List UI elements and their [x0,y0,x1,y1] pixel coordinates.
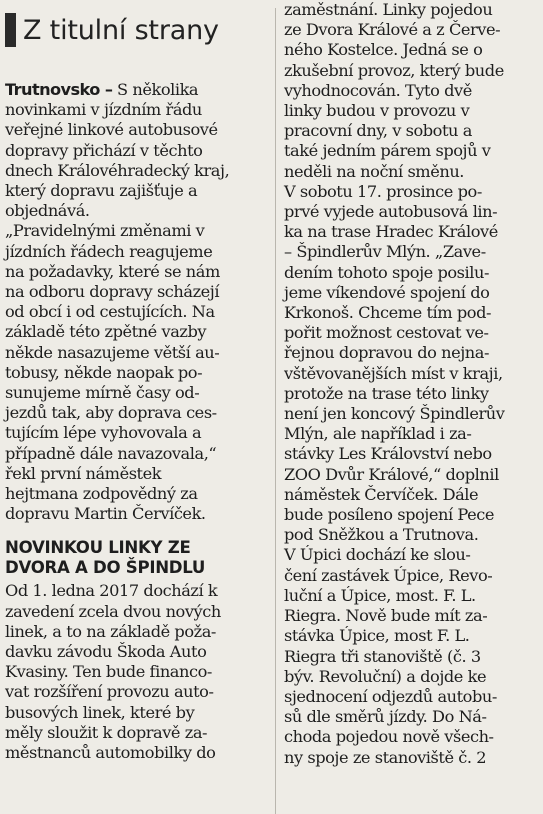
subheading: NOVINKOU LINKY ZE DVORA A DO ŠPINDLU [5,538,206,578]
right-paragraph-3: V Úpici dochází ke slou- čení zastávek Úpice, Revo- luční a Úpice, most. F. L. Riegra. Nově bude mít za- stávka Úpice, most F. L. Riegra tři stanoviště (č. 3 býv. Revoluční) a dojde ke sjednocení odjezdů autobu- sů dle směrů jízdy. Do Ná- choda pojedou nově všech- ny spoje ze stanoviště č. 2 [284,545,497,767]
lead-paragraph [5,80,272,221]
right-paragraph-1: zaměstnání. Linky pojedou ze Dvora Králové a z Červe- ného Kostelce. Jedná se o zkušební provoz, který bude vyhodnocován. Tyto dvě linky budou v provozu v pracovní dny, v sobotu a také jedním párem spojů v neděli na noční směnu. [284,0,504,181]
section-marker-bar [5,13,16,47]
left-paragraph-continued: Od 1. ledna 2017 dochází k zavedení zcela dvou nových linek, a to na základě poža- davku závodu Škoda Auto Kvasiny. Ten bude financo- vat rozšíření provozu auto- busových linek, které by měly sloužit k dopravě za- městnanců automobilky do [5,581,221,763]
right-paragraph-2: V sobotu 17. prosince po- prvé vyjede autobusová lin- ka na trase Hradec Králové – Špindlerův Mlýn. „Zave- dením tohoto spoje posilu- jeme víkendové spojení do Krkonoš. Chceme tím pod- pořit možnost cestovat ve- řejnou dopravou do nejna- vštěvovanějších míst v kraji, protože na trase této linky není jen koncový Špindlerův Mlýn, ale například i za- stávky Les Království nebo ZOO Dvůr Králové,“ doplnil náměstek Červíček. Dále bude posíleno spojení Pece pod Sněžkou a Trutnova. [284,181,505,545]
section-header [5,2,272,58]
lead-text: S několika novinkami v jízdním řádu veřejné linkové autobusové dopravy přichází v těchto dnech Královéhradecký kraj, který dopravu zajišťuje a objednává. [5,80,230,221]
lead-kicker: Trutnovsko – [5,80,113,99]
right-column [276,0,543,814]
section-title: Z titulní strany [23,14,219,46]
quote-paragraph: „Pravidelnými změnami v jízdních řádech reagujeme na požadavky, které se nám na odboru dopravy scházejí od obcí i od cestujících. Na základě této zpětné vazby někde nasazujeme větší au- tobusy, někde naopak po- sunujeme mírně časy od- jezdů tak, aby doprava ces- tujícím lépe vyhovovala a případně dále navazovala,“ řekl první náměstek hejtmana zodpovědný za dopravu Martin Červíček. [5,221,220,524]
